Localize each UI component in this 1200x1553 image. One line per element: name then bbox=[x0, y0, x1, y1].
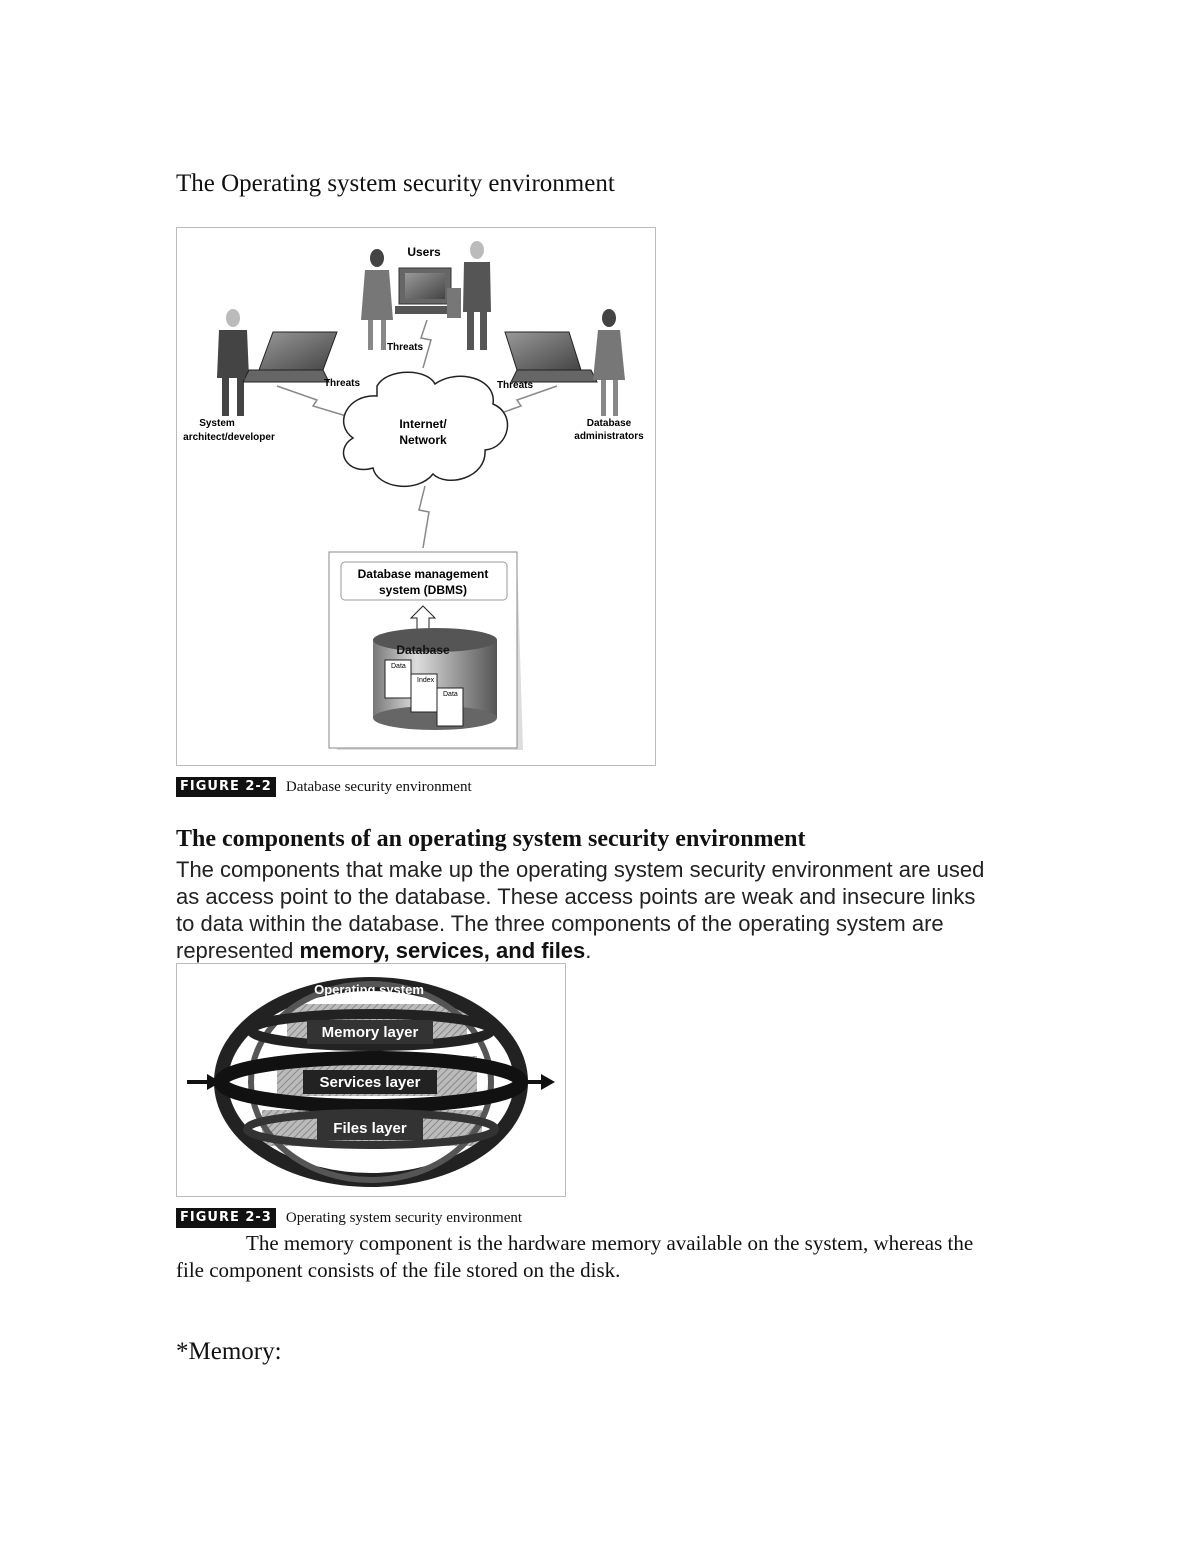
file1-label: Data bbox=[391, 663, 406, 670]
threats-right-label: Threats bbox=[496, 380, 534, 391]
dba-woman-icon bbox=[593, 309, 625, 416]
threat-bolt-bottom bbox=[419, 486, 429, 548]
figure2-caption-text: Operating system security environment bbox=[285, 1209, 523, 1226]
figure1-caption bbox=[176, 776, 472, 798]
os-security-diagram bbox=[176, 963, 566, 1197]
threat-bolt-left bbox=[277, 386, 353, 418]
os-label: Operating system bbox=[314, 982, 424, 997]
right-arrow-icon bbox=[541, 1074, 555, 1090]
memory-description-text: The memory component is the hardware memory available on the system, whereas the file component consists of the file stored on the disk. bbox=[176, 1231, 974, 1282]
file3-label: Data bbox=[443, 691, 458, 698]
system-label-line2: architect/developer bbox=[183, 432, 275, 443]
components-paragraph-end: . bbox=[585, 938, 592, 963]
figure1-caption-text: Database security environment bbox=[285, 778, 472, 795]
section-title-os-security: The Operating system security environment bbox=[176, 170, 615, 197]
desktop-computer-icon bbox=[395, 268, 461, 318]
memory-heading: *Memory: bbox=[176, 1338, 282, 1365]
components-bold-list: memory, services, and files bbox=[299, 938, 586, 963]
system-label-line1: System bbox=[199, 418, 235, 429]
dbms-label-line2: system (DBMS) bbox=[378, 583, 468, 597]
figure2-caption bbox=[176, 1207, 522, 1229]
users-label: Users bbox=[407, 245, 441, 259]
network-label-line2: Network bbox=[399, 433, 447, 447]
memory-layer-label: Memory layer bbox=[321, 1024, 419, 1041]
woman-user-icon bbox=[361, 249, 393, 350]
services-layer-label: Services layer bbox=[319, 1074, 421, 1091]
database-label: Database bbox=[396, 643, 450, 657]
figure1-label: FIGURE 2-2 bbox=[176, 777, 276, 797]
developer-person-icon bbox=[217, 309, 249, 416]
components-paragraph-text: The components that make up the operating system security environment are used as access point to the database. These access points are weak and insecure links to data within the database. The three components of the operating system are represented bbox=[176, 857, 985, 963]
dbms-label-line1: Database management bbox=[357, 567, 489, 581]
files-layer-label: Files layer bbox=[333, 1120, 407, 1137]
man-user-icon bbox=[463, 241, 491, 350]
dba-label-line1: Database bbox=[586, 418, 632, 429]
database-security-diagram bbox=[176, 227, 656, 766]
dba-laptop-icon bbox=[505, 332, 597, 382]
network-label-line1: Internet/ bbox=[399, 417, 447, 431]
threats-top-label: Threats bbox=[386, 342, 424, 353]
developer-laptop-icon bbox=[243, 332, 337, 382]
file2-label: Index bbox=[417, 677, 435, 684]
threats-left-label: Threats bbox=[323, 378, 361, 389]
dba-label-line2: administrators bbox=[574, 431, 644, 442]
memory-description-paragraph bbox=[176, 1230, 976, 1284]
figure2-label: FIGURE 2-3 bbox=[176, 1208, 276, 1228]
section-title-components: The components of an operating system security environment bbox=[176, 826, 806, 852]
components-paragraph bbox=[176, 856, 996, 964]
